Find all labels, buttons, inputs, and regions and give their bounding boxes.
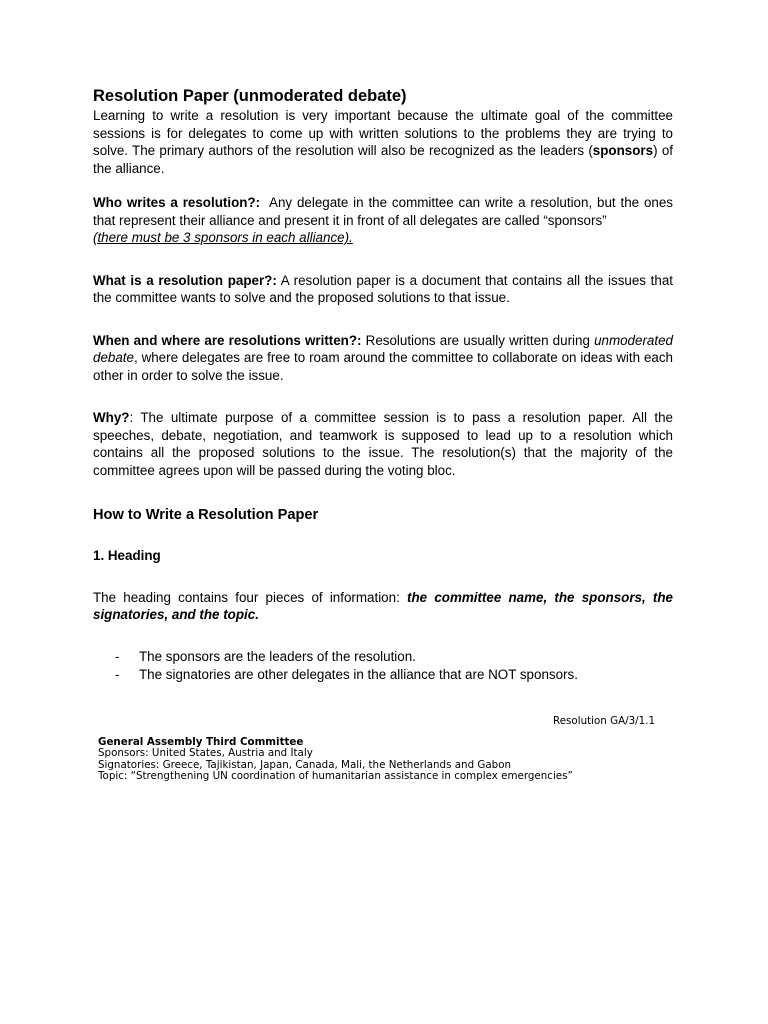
when-text: Resolutions are usually written during [361,332,595,348]
example-committee: General Assembly Third Committee [98,735,304,748]
when-paragraph [93,332,673,385]
who-note: (there must be 3 sponsors in each alliance). [93,230,353,245]
who-paragraph [93,194,677,247]
bullet-text: The signatories are other delegates in the alliance that are NOT sponsors. [139,666,578,682]
what-paragraph [93,272,677,307]
heading-section-title: 1. Heading [93,548,161,563]
heading-bullet-list [93,648,673,684]
document-page [93,86,677,684]
how-to-heading: How to Write a Resolution Paper [93,507,319,523]
dash-marker: - [115,666,120,682]
heading-description [93,589,673,624]
intro-sponsors-bold: sponsors [592,143,654,158]
example-signatories: Signatories: Greece, Tajikistan, Japan, Canada, Mali, the Netherlands and Gabon [98,758,512,771]
why-paragraph [93,409,673,479]
intro-text-end: ) of the alliance. [93,143,673,176]
why-text: : The ultimate purpose of a committee session is to pass a resolution paper. All the speeches, debate, negotiation, and teamwork is supposed to lead up to a resolution which contains all the proposed solutions to the issue. The resolution(s) that the majority of the committee agrees upon will be passed during the voting bloc. [93,410,673,478]
why-label: Why? [93,410,130,425]
bullet-text: The sponsors are the leaders of the resolution. [139,648,416,664]
example-heading-image [93,716,658,783]
page-title: Resolution Paper (unmoderated debate) [93,87,407,105]
heading-emphasis: the committee name, the sponsors, the signatories, and the topic. [93,589,674,622]
when-italic: unmoderated debate [93,332,673,365]
when-label: When and where are resolutions written?: [93,332,362,348]
what-text: A resolution paper is a document that contains all the issues that the committee wants to solve and the proposed solutions to that issue. [93,272,677,305]
intro-text: Learning to write a resolution is very important because the ultimate goal of the committee sessions is for delegates to come up with written solutions to the problems they are trying to solve. The primary authors of the resolution will also be recognized as the leaders ( [93,108,673,158]
list-item [93,666,673,684]
heading-text: The heading contains four pieces of information: [93,589,408,605]
list-item [93,648,673,666]
intro-paragraph [93,107,673,177]
what-label: What is a resolution paper?: [93,272,277,288]
who-text: Any delegate in the committee can write a resolution, but the ones that represent their alliance and present it in front of all delegates are called “sponsors” [93,195,677,228]
when-text-end: , where delegates are free to roam around the committee to collaborate on ideas with each other in order to solve the issue. [93,350,673,383]
example-sponsors: Sponsors: United States, Austria and Italy [98,747,313,759]
dash-marker: - [115,648,120,664]
who-label: Who writes a resolution?: [93,195,261,210]
example-topic: Topic: “Strengthening UN coordination of humanitarian assistance in complex emergencies” [98,770,573,782]
resolution-reference: Resolution GA/3/1.1 [553,715,655,727]
